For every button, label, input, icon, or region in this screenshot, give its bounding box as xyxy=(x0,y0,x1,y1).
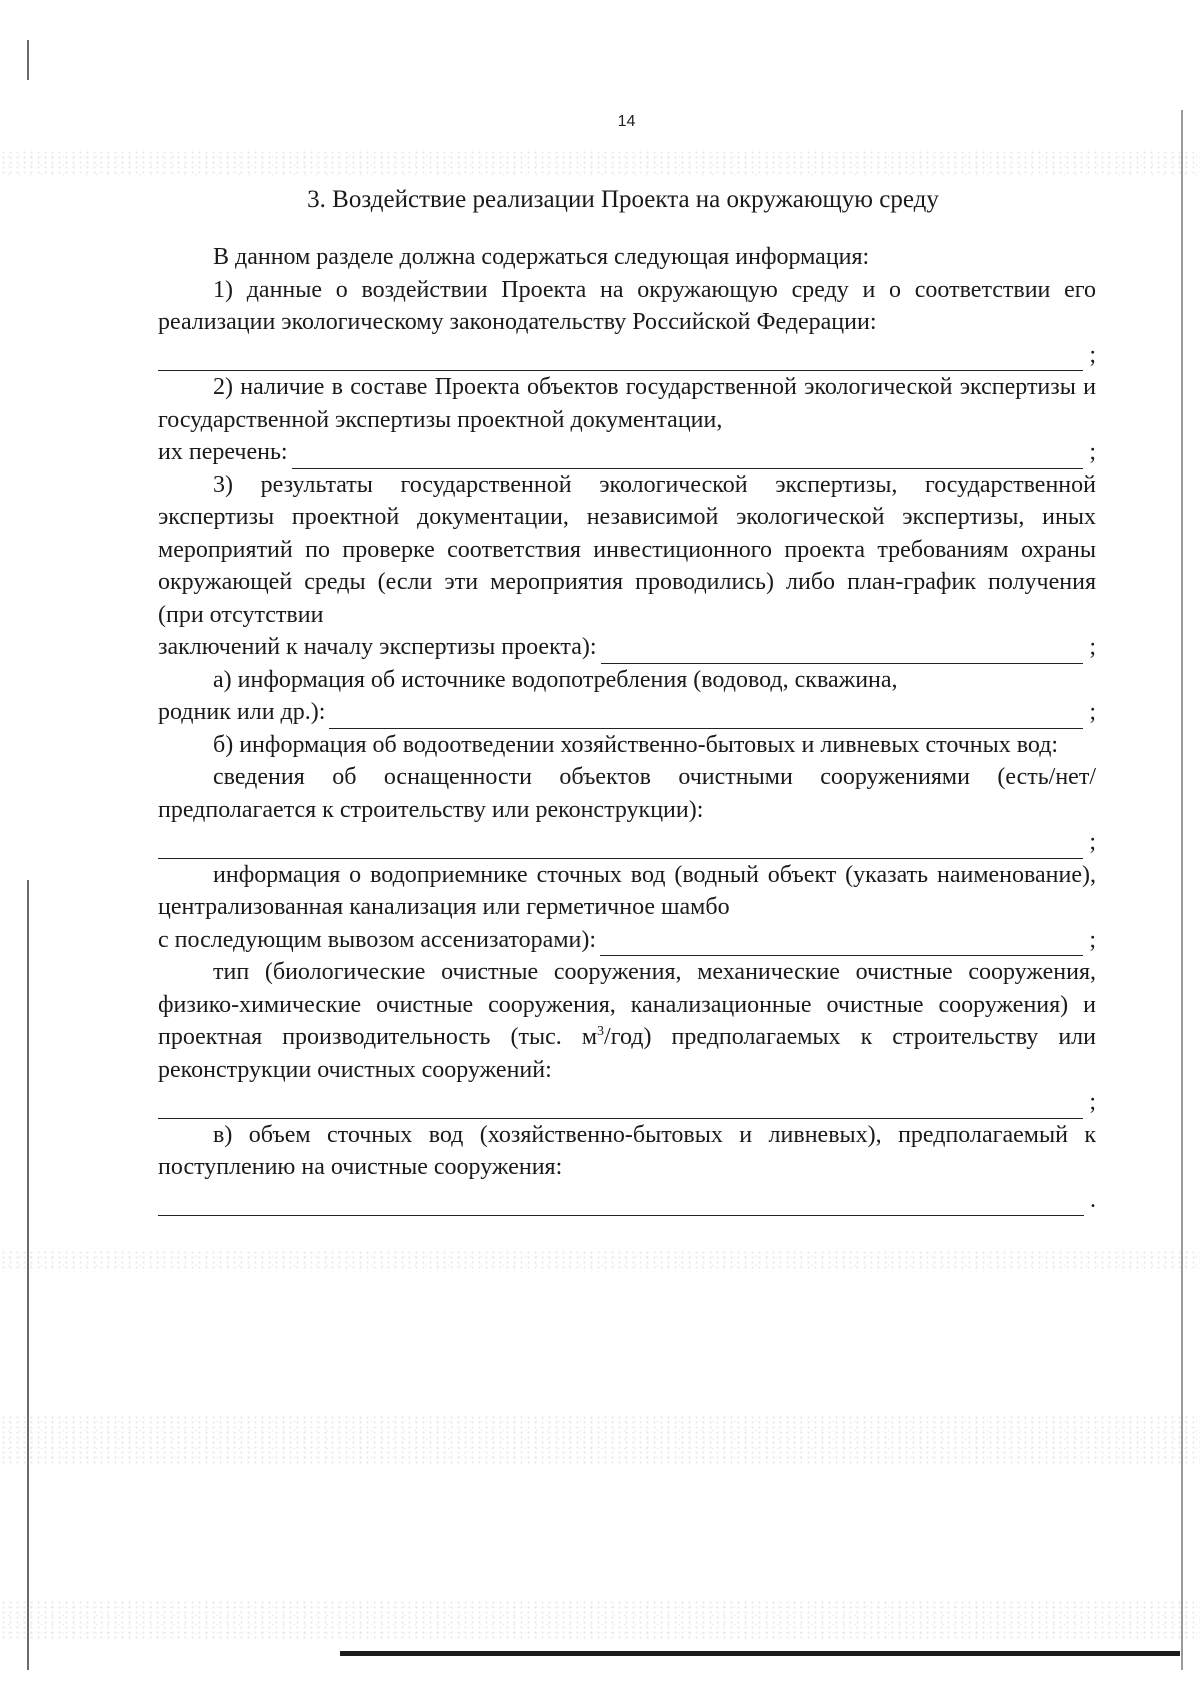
page-number: 14 xyxy=(617,113,636,130)
item-b-text: б) информация об водоотведении хозяйственно-бытовых и ливневых сточных вод: xyxy=(213,731,1059,758)
item-2-text: 2) наличие в составе Проекта объектов государственной экологической экспертизы и государственной экспертизы проектной документации, xyxy=(158,374,1096,433)
item-a-text: а) информация об источнике водопотребления (водовод, скважина, xyxy=(213,666,898,693)
item-1-text: 1) данные о воздействии Проекта на окружающую среду и о соответствии его реализации экологическому законодательству Российской Федерации: xyxy=(158,276,1096,335)
intro-text: В данном разделе должна содержаться следующая информация: xyxy=(213,244,870,270)
type-text: тип (биологические очистные сооружения, механические очистные сооружения, физико-химические очистные сооружения, канализационные очистные сооружения) и проектная производительность (тыс. $м^3/год$) предполагаемых к строительству или реконструкции очистных сооружений: xyxy=(158,959,1097,1083)
scan-bottom-bar xyxy=(340,1651,1180,1656)
receiver-fill-line[interactable]: с последующим вывозом ассенизаторами): ; xyxy=(158,924,1096,957)
receiver-text: информация о водоприемнике сточных вод (водный объект (указать наименование), централизованная канализация или герметичное шамбо xyxy=(158,861,1096,920)
item-3-text: 3) результаты государственной экологической экспертизы, государственной экспертизы проектной документации, независимой экологической экспертизы, иных мероприятий по проверке соответствия инвестиционного проекта требованиям охраны окружающей среды (если эти мероприятия проводились) либо план-график получения (при отсутствии xyxy=(158,471,1096,628)
item-2-fill-line[interactable]: их перечень: ; xyxy=(158,436,1096,469)
item-b-sub-text: сведения об оснащенности объектов очистными сооружениями (есть/нет/предполагается к строительству или реконструкции): xyxy=(158,764,1096,823)
scan-noise-band xyxy=(0,1250,1200,1272)
item-3-fill-line[interactable]: заключений к началу экспертизы проекта): ; xyxy=(158,631,1096,664)
item-b-fill-line[interactable]: ; xyxy=(158,826,1096,859)
scan-edge-right xyxy=(1181,110,1183,1670)
type-fill-line[interactable]: ; xyxy=(158,1086,1096,1119)
document-body xyxy=(158,241,1096,1216)
scan-noise-band xyxy=(0,150,1200,176)
scan-noise-band xyxy=(0,1415,1200,1465)
item-a-fill-line[interactable]: родник или др.): ; xyxy=(158,696,1096,729)
scan-edge-left xyxy=(27,40,29,80)
item-v-text: в) объем сточных вод (хозяйственно-бытовых и ливневых), предполагаемый к поступлению на очистные сооружения: xyxy=(158,1121,1096,1180)
item-v-fill-line[interactable]: . xyxy=(158,1184,1096,1217)
scan-edge-left xyxy=(27,880,29,1670)
scan-noise-band xyxy=(0,1600,1200,1640)
item-1-fill-line[interactable]: ; xyxy=(158,339,1096,372)
section-title: 3. Воздействие реализации Проекта на окружающую среду xyxy=(307,186,939,213)
